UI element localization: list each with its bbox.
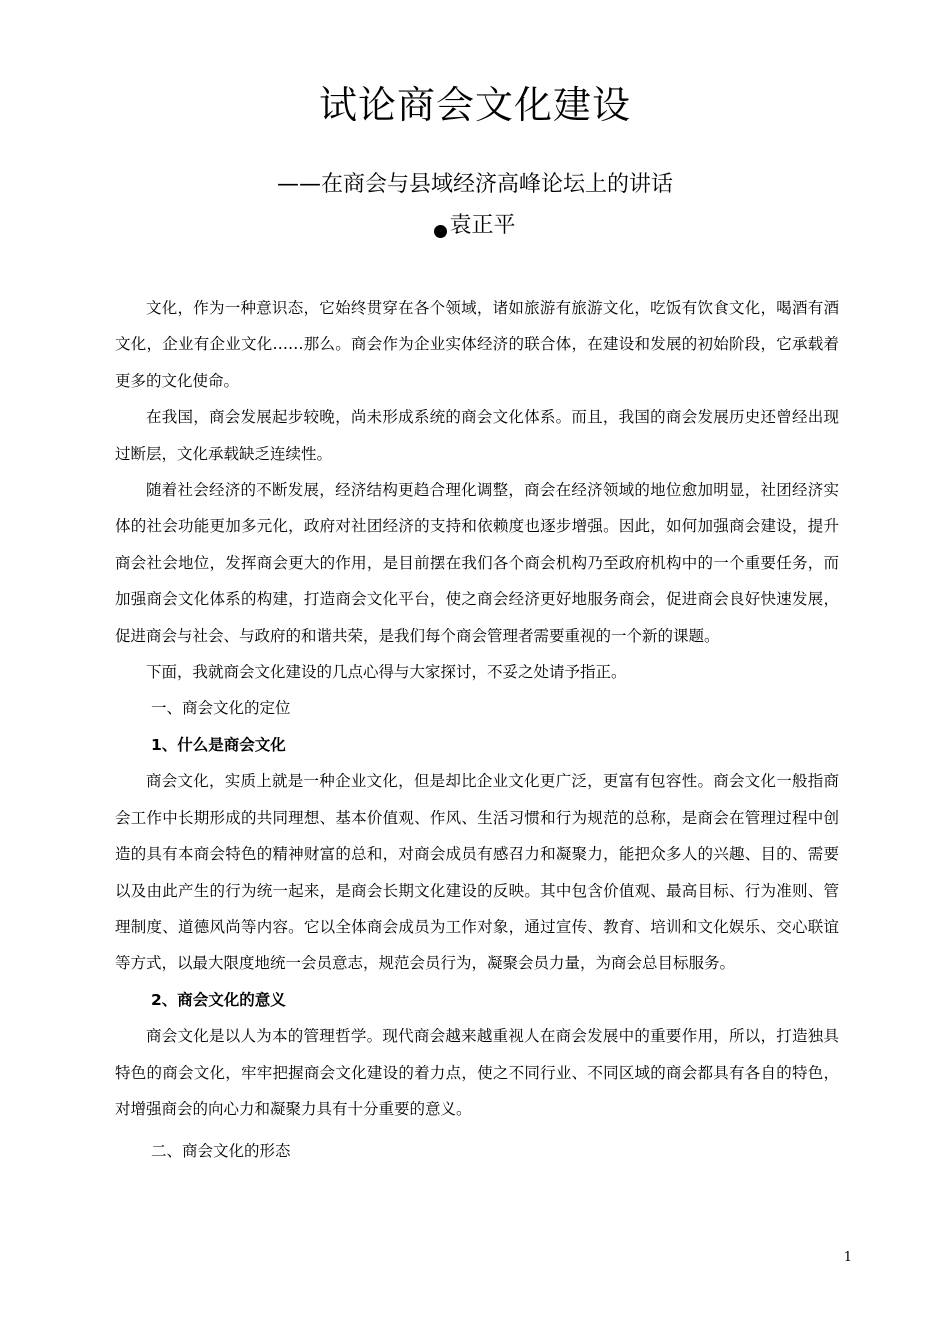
author-line bbox=[0, 208, 950, 244]
paragraph: 商会文化是以人为本的管理哲学。现代商会越来越重视人在商会发展中的重要作用，所以，打造独具特色的商会文化，牢牢把握商会文化建设的着力点，使之不同行业、不同区域的商会都具有各自的特色，对增强商会的向心力和凝聚力具有十分重要的意义。 bbox=[115, 1027, 839, 1118]
subsection-heading: 1、什么是商会文化 bbox=[151, 735, 286, 754]
document-subtitle: ——在商会与县域经济高峰论坛上的讲话 bbox=[276, 172, 673, 197]
author-name: 袁正平 bbox=[449, 213, 516, 238]
document-body bbox=[115, 290, 839, 1170]
section-heading: 一、商会文化的定位 bbox=[151, 699, 291, 718]
paragraph: 下面，我就商会文化建设的几点心得与大家探讨，不妥之处请予指正。 bbox=[146, 663, 627, 682]
paragraph: 商会文化，实质上就是一种企业文化，但是却比企业文化更广泛，更富有包容性。商会文化一般指商会工作中长期形成的共同理想、基本价值观、作风、生活习惯和行为规范的总称，是商会在管理过程中创造的具有本商会特色的精神财富的总和，对商会成员有感召力和凝聚力，能把众多人的兴趣、目的、需要以及由此产生的行为统一起来，是商会长期文化建设的反映。其中包含价值观、最高目标、行为准则、管理制度、道德风尚等内容。它以全体商会成员为工作对象，通过宣传、教育、培训和文化娱乐、交心联谊等方式，以最大限度地统一会员意志，规范会员行为，凝聚会员力量，为商会总目标服务。 bbox=[115, 772, 839, 973]
paragraph: 随着社会经济的不断发展，经济结构更趋合理化调整，商会在经济领域的地位愈加明显，社团经济实体的社会功能更加多元化，政府对社团经济的支持和依赖度也逐步增强。因此，如何加强商会建设，提升商会社会地位，发挥商会更大的作用，是目前摆在我们各个商会机构乃至政府机构中的一个重要任务，而加强商会文化体系的构建，打造商会文化平台，使之商会经济更好地服务商会，促进商会良好快速发展，促进商会与社会、与政府的和谐共荣，是我们每个商会管理者需要重视的一个新的课题。 bbox=[115, 481, 839, 645]
paragraph: 文化，作为一种意识态，它始终贯穿在各个领域，诸如旅游有旅游文化，吃饭有饮食文化，喝酒有酒文化，企业有企业文化……那么。商会作为企业实体经济的联合体，在建设和发展的初始阶段，它承载着更多的文化使命。 bbox=[115, 299, 839, 390]
page-number: 1 bbox=[843, 1250, 852, 1265]
subsection-heading: 2、商会文化的意义 bbox=[151, 990, 286, 1009]
bullet-icon bbox=[434, 225, 447, 238]
document-title: 试论商会文化建设 bbox=[318, 83, 631, 127]
paragraph: 在我国，商会发展起步较晚，尚未形成系统的商会文化体系。而且，我国的商会发展历史还曾经出现过断层，文化承载缺乏连续性。 bbox=[115, 408, 839, 463]
section-heading: 二、商会文化的形态 bbox=[151, 1142, 291, 1161]
